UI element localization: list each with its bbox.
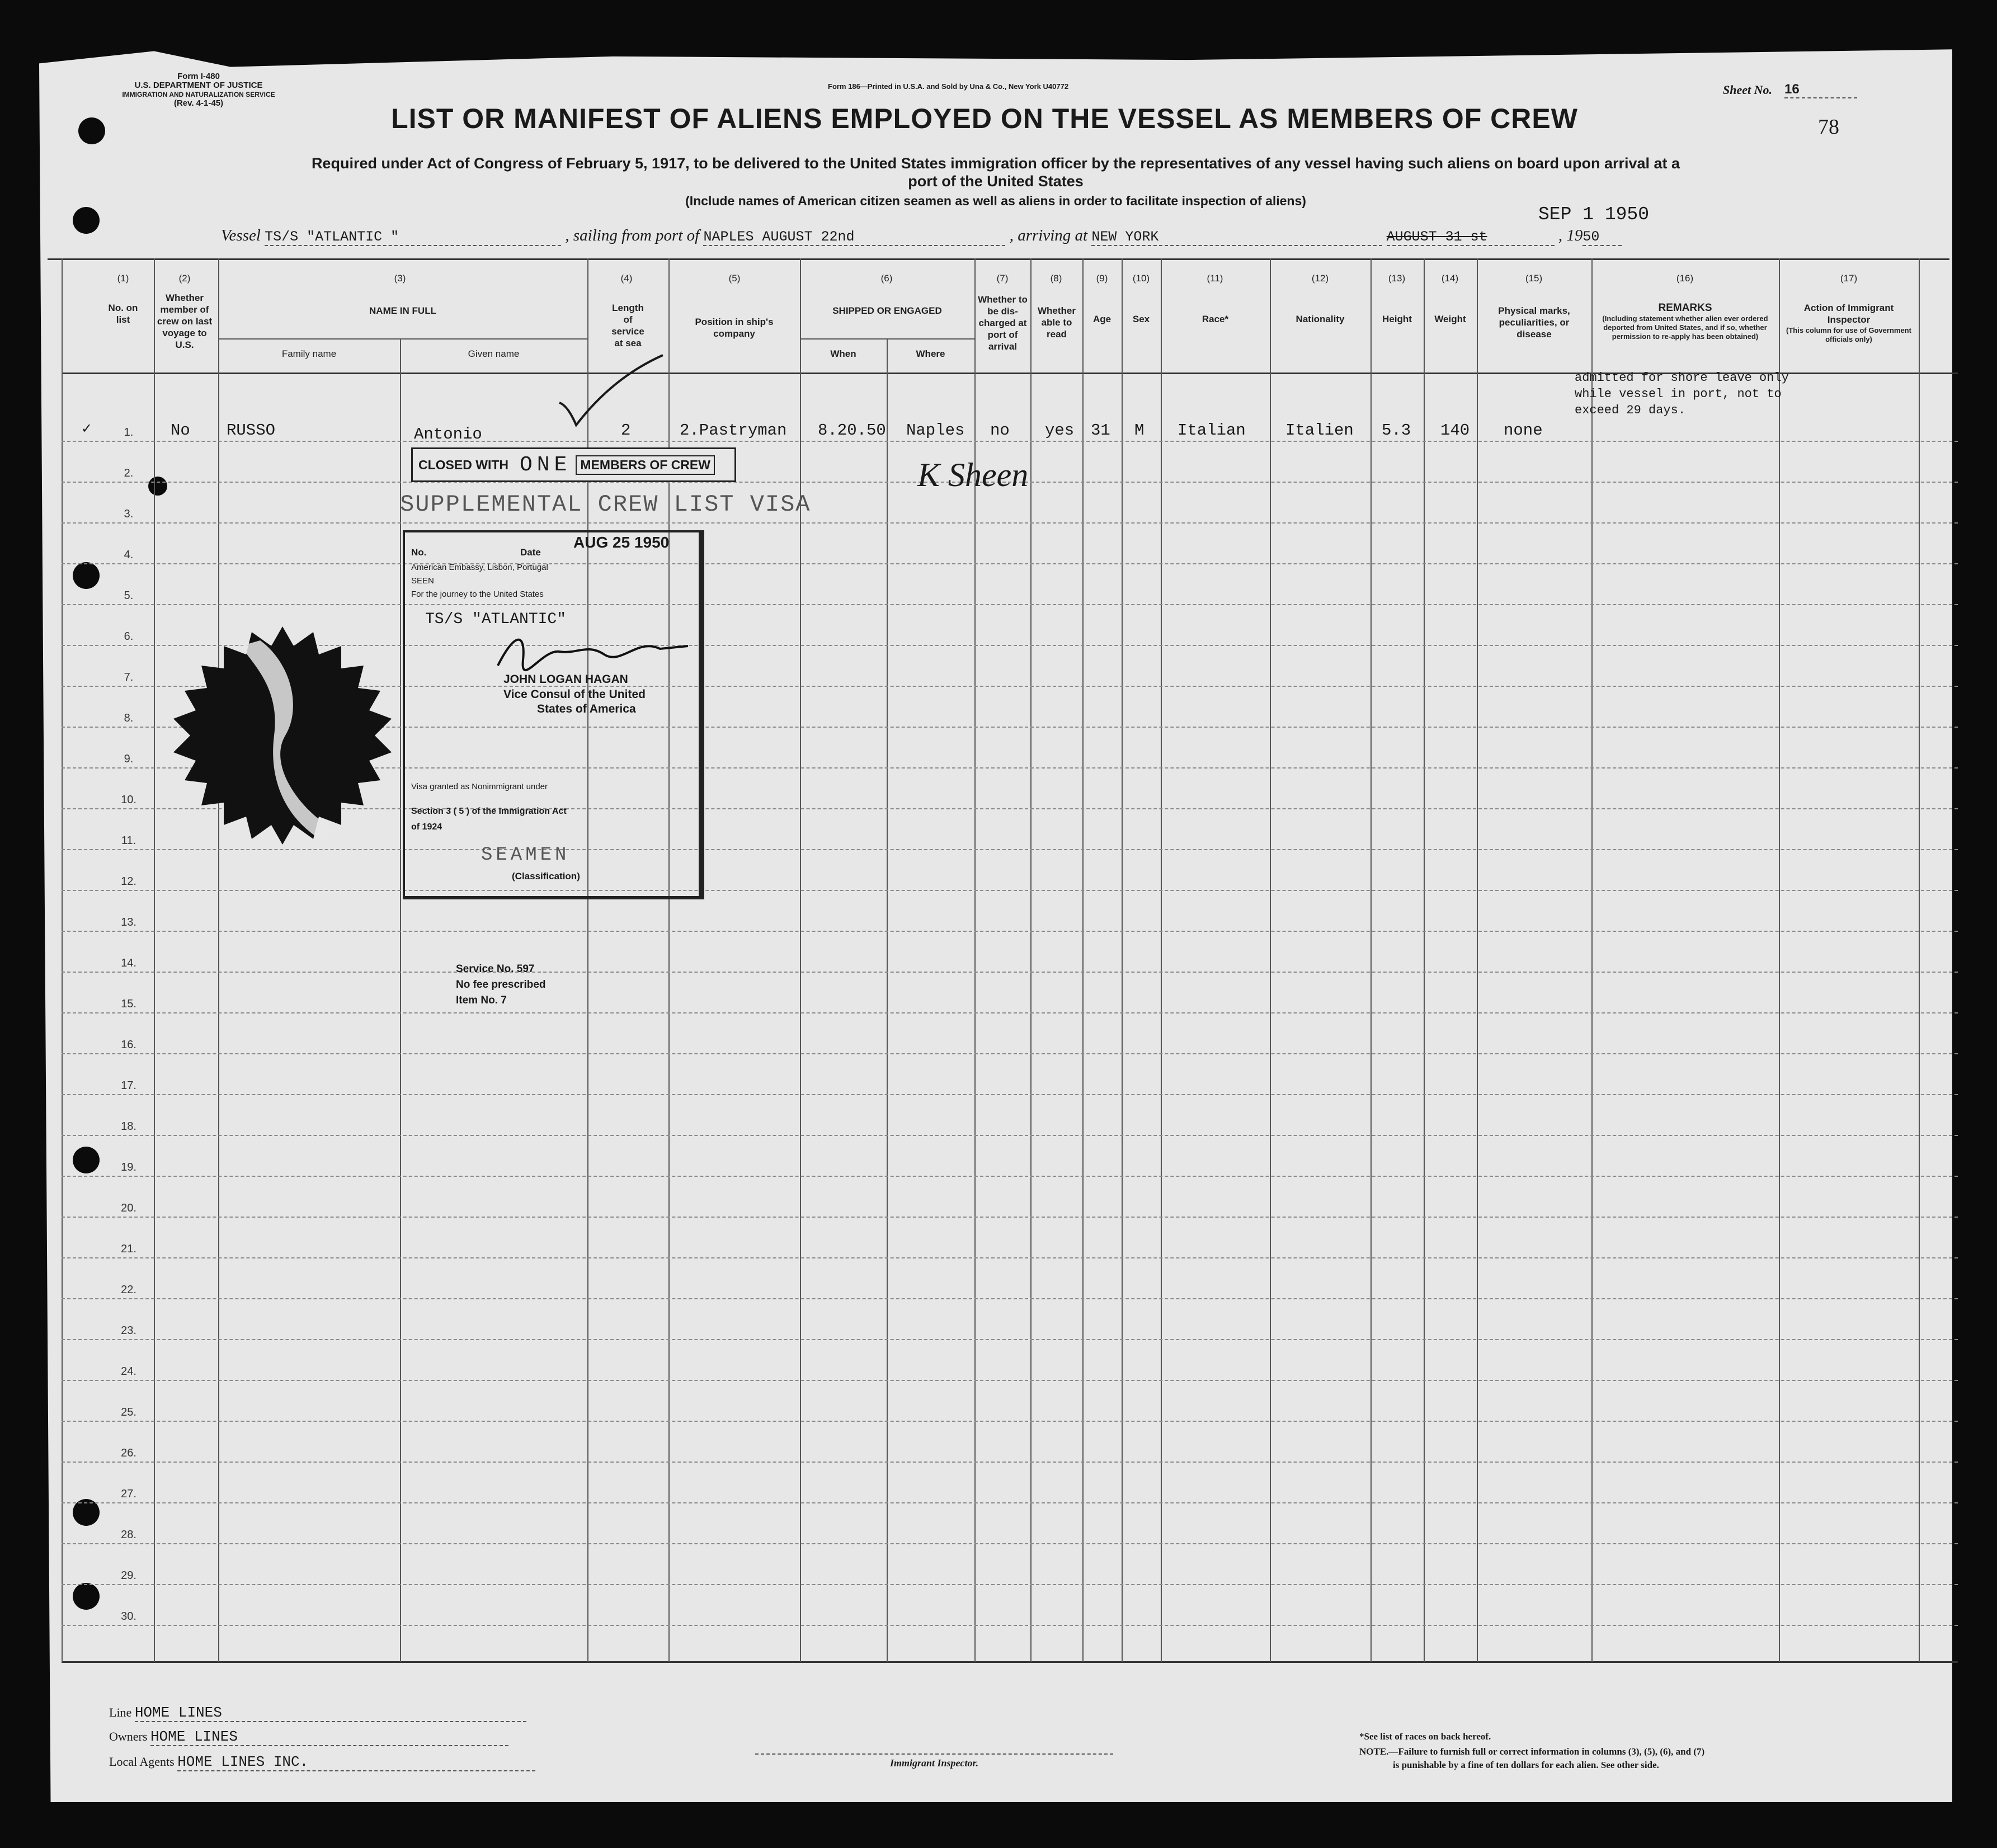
punch-hole xyxy=(73,562,100,589)
table-bottom-rule xyxy=(62,1661,1958,1663)
col-head-where: Where xyxy=(916,348,945,359)
row-rule xyxy=(62,1380,1958,1381)
row-number: 23. xyxy=(121,1324,136,1337)
cell-service-length: 2 xyxy=(621,421,631,440)
form-revision: (Rev. 4-1-45) xyxy=(173,98,224,108)
cell-family-name: RUSSO xyxy=(227,421,276,440)
row-rule xyxy=(62,1298,1958,1299)
col-head-17: Action of Immigrant Inspector xyxy=(1803,303,1894,325)
row-number: 26. xyxy=(121,1447,136,1459)
inspector-label: Immigrant Inspector. xyxy=(889,1757,979,1769)
visa-section-2: Section 3 ( 5 ) of the Immigration Act xyxy=(411,807,567,816)
col-divider xyxy=(1122,258,1123,1662)
row-number: 17. xyxy=(121,1079,136,1092)
col-divider xyxy=(1424,258,1425,1662)
row-number: 8. xyxy=(124,712,134,724)
col-num-6: (6) xyxy=(880,273,893,284)
penalty-note-1: NOTE.—Failure to furnish full or correct information in columns (3), (5), (6), and (7) xyxy=(1359,1746,1705,1757)
page-number: 78 xyxy=(1818,115,1839,139)
col-head-17-note: (This column for use of Government officials only) xyxy=(1786,326,1911,343)
cell-remarks-3: exceed 29 days. xyxy=(1575,403,1686,417)
col-head-4: Length of service at sea xyxy=(611,303,644,348)
col-num-2: (2) xyxy=(178,273,191,284)
col-head-12: Nationality xyxy=(1296,314,1345,324)
owners-label: Owners xyxy=(109,1729,148,1743)
row-number: 9. xyxy=(124,753,134,765)
row-number: 10. xyxy=(121,794,136,806)
row-checkmark: ✓ xyxy=(81,421,93,436)
page-title: LIST OR MANIFEST OF ALIENS EMPLOYED ON THE VESSEL AS MEMBERS OF CREW xyxy=(391,103,1578,134)
punch-hole xyxy=(73,1147,100,1173)
row-number: 29. xyxy=(121,1569,136,1582)
col-head-when: When xyxy=(830,348,856,359)
col-head-3: NAME IN FULL xyxy=(369,305,436,316)
sheet-label: Sheet No. xyxy=(1723,83,1772,97)
col-num-4: (4) xyxy=(620,273,633,284)
sailing-label: , sailing from port of xyxy=(565,227,700,244)
received-date-stamp: SEP 1 1950 xyxy=(1538,204,1650,225)
service-name: IMMIGRATION AND NATURALIZATION SERVICE xyxy=(122,91,275,98)
col-divider xyxy=(1919,258,1920,1662)
row-number: 7. xyxy=(124,671,134,683)
row-rule xyxy=(62,604,1958,605)
no-fee-prescribed: No fee prescribed xyxy=(456,979,546,991)
arrival-date: AUGUST 31 st xyxy=(1387,229,1555,246)
visa-vessel: TS/S "ATLANTIC" xyxy=(425,611,567,628)
table-top-rule xyxy=(48,258,1949,260)
col-num-9: (9) xyxy=(1096,273,1108,284)
row-rule xyxy=(62,1584,1958,1585)
row-number: 15. xyxy=(121,998,136,1010)
visa-no-label: No. xyxy=(411,547,427,558)
col-head-given-name: Given name xyxy=(468,348,520,359)
col-num-12: (12) xyxy=(1311,273,1329,284)
arriving-label: , arriving at xyxy=(1009,227,1088,244)
col-num-13: (13) xyxy=(1388,273,1406,284)
sheet-number: 16 xyxy=(1784,82,1857,98)
sailing-from: NAPLES AUGUST 22nd xyxy=(703,229,1005,246)
row-rule xyxy=(62,931,1958,932)
agents-value: HOME LINES INC. xyxy=(177,1753,535,1771)
row-rule xyxy=(62,1176,1958,1177)
line-value: HOME LINES xyxy=(135,1704,526,1722)
col-head-8: Whether able to read xyxy=(1038,305,1076,340)
row-rule xyxy=(62,1053,1958,1054)
visa-section-3: of 1924 xyxy=(411,822,442,832)
printer-line: Form 186—Printed in U.S.A. and Sold by Una & Co., New York U40772 xyxy=(828,82,1069,91)
col-num-7: (7) xyxy=(996,273,1009,284)
visa-journey: For the journey to the United States xyxy=(411,590,544,599)
row-rule xyxy=(62,1012,1958,1013)
visa-embassy: American Embassy, Lisbon, Portugal xyxy=(411,563,548,572)
consul-title-1: Vice Consul of the United xyxy=(503,688,646,701)
row-rule xyxy=(62,563,1958,564)
cell-weight: 140 xyxy=(1440,421,1470,440)
row-number: 13. xyxy=(121,916,136,928)
row-number: 25. xyxy=(121,1406,136,1418)
row-number: 3. xyxy=(124,508,134,520)
col-num-17: (17) xyxy=(1840,273,1858,284)
inspector-signature-line xyxy=(755,1753,1113,1755)
row-rule xyxy=(62,1135,1958,1136)
col-num-11: (11) xyxy=(1207,273,1223,284)
punch-hole xyxy=(148,477,167,496)
col-num-16: (16) xyxy=(1676,273,1694,284)
col-divider xyxy=(1370,258,1372,1662)
row-rule xyxy=(62,1462,1958,1463)
inspector-initials: K Sheen xyxy=(917,456,1029,493)
form-number: Form I-480 xyxy=(177,72,220,81)
row-number: 16. xyxy=(121,1039,136,1051)
col-head-13: Height xyxy=(1382,314,1412,324)
row-number: 4. xyxy=(124,549,134,561)
footer-owners xyxy=(109,1728,508,1746)
visa-classification-label: (Classification) xyxy=(512,871,580,881)
col-divider xyxy=(218,258,219,1662)
cell-remarks-1: admitted for shore leave only xyxy=(1575,371,1789,385)
owners-value: HOME LINES xyxy=(150,1728,508,1746)
cell-nationality: Italien xyxy=(1285,421,1354,440)
col-divider xyxy=(154,258,155,1662)
col-num-15: (15) xyxy=(1525,273,1543,284)
col-num-10: (10) xyxy=(1132,273,1150,284)
row-number: 2. xyxy=(124,467,134,479)
col-head-family-name: Family name xyxy=(281,348,337,359)
punch-hole xyxy=(73,207,100,234)
col-head-11: Race* xyxy=(1202,314,1229,324)
col-head-2: Whether member of crew on last voyage to U.S. xyxy=(157,293,213,350)
row-rule xyxy=(62,1502,1958,1503)
cell-when: 8.20.50 xyxy=(818,421,886,440)
penalty-note-2: is punishable by a fine of ten dollars for each alien. See other side. xyxy=(1393,1760,1659,1770)
col-divider xyxy=(1591,258,1593,1662)
col-head-16: REMARKS xyxy=(1658,302,1712,314)
col-head-14: Weight xyxy=(1434,314,1466,324)
cell-last-voyage: No xyxy=(171,421,190,440)
subtitle-line-2: port of the United States xyxy=(908,173,1084,190)
row-rule xyxy=(62,1625,1958,1626)
visa-classification-value: SEAMEN xyxy=(481,845,570,866)
consul-title-2: States of America xyxy=(537,703,636,715)
closed-suffix: MEMBERS OF CREW xyxy=(576,455,715,475)
subtitle-line-1: Required under Act of Congress of February 5, 1917, to be delivered to the United States immigration officer by the representatives of any vessel having such aliens on board upon arrival at a xyxy=(311,155,1680,172)
consul-signature-icon xyxy=(492,626,694,677)
year-prefix: , 19 xyxy=(1558,227,1583,244)
row-rule xyxy=(62,441,1958,442)
department: U.S. DEPARTMENT OF JUSTICE xyxy=(134,81,263,90)
row-rule xyxy=(62,849,1958,850)
col-divider xyxy=(1270,258,1271,1662)
col-num-14: (14) xyxy=(1441,273,1459,284)
row-number: 6. xyxy=(124,630,134,643)
row-rule xyxy=(62,890,1958,891)
col-head-6: SHIPPED OR ENGAGED xyxy=(832,305,942,316)
row-rule xyxy=(62,1421,1958,1422)
footer-agents xyxy=(109,1753,535,1771)
col-divider xyxy=(62,258,63,1662)
footer-line xyxy=(109,1704,526,1722)
service-number: Service No. 597 xyxy=(456,963,535,975)
cell-age: 31 xyxy=(1091,421,1110,440)
visa-section-1: Visa granted as Nonimmigrant under xyxy=(411,782,548,791)
cell-read: yes xyxy=(1045,421,1075,440)
check-mark-icon xyxy=(557,350,668,433)
row-number: 14. xyxy=(121,957,136,969)
row-rule xyxy=(62,1094,1958,1095)
col-num-1: (1) xyxy=(117,273,129,284)
cell-marks: none xyxy=(1504,421,1543,440)
cell-height: 5.3 xyxy=(1382,421,1411,440)
supplemental-visa-stamp: SUPPLEMENTAL CREW LIST VISA xyxy=(400,491,811,518)
consul-name: JOHN LOGAN HAGAN xyxy=(503,673,628,686)
col-head-15: Physical marks, peculiarities, or disease xyxy=(1498,305,1570,340)
col-divider xyxy=(1161,258,1162,1662)
row-rule xyxy=(62,1257,1958,1258)
row-rule xyxy=(62,522,1958,524)
row-number: 18. xyxy=(121,1120,136,1133)
col-head-7: Whether to be dis-charged at port of arrival xyxy=(978,294,1028,352)
cell-discharged: no xyxy=(990,421,1010,440)
cell-given-name: Antonio xyxy=(414,425,482,444)
col-head-16-note: (Including statement whether alien ever ordered deported from United States, and if so, whether permission to re-apply has been obtained) xyxy=(1602,314,1768,341)
col-head-9: Age xyxy=(1092,314,1111,324)
col-head-1: No. on list xyxy=(108,303,138,325)
col-num-8: (8) xyxy=(1050,273,1062,284)
cell-position: 2.Pastryman xyxy=(680,421,787,440)
row-rule xyxy=(62,972,1958,973)
cell-where: Naples xyxy=(906,421,965,440)
col-divider xyxy=(1477,258,1478,1662)
agents-label: Local Agents xyxy=(109,1755,175,1769)
col-divider xyxy=(1030,258,1032,1662)
subtitle-line-3: (Include names of American citizen seamen as well as aliens in order to facilitate inspection of aliens) xyxy=(685,194,1306,208)
col-divider xyxy=(800,258,801,1662)
races-note: *See list of races on back hereof. xyxy=(1359,1731,1491,1742)
row-rule xyxy=(62,1543,1958,1544)
vessel-label: Vessel xyxy=(221,227,261,244)
item-number: Item No. 7 xyxy=(456,994,507,1006)
row-rule xyxy=(62,1217,1958,1218)
punch-hole xyxy=(78,117,105,144)
col-head-10: Sex xyxy=(1132,314,1150,324)
embossed-seal-icon xyxy=(157,624,408,847)
name-subhead-rule xyxy=(218,338,587,340)
closed-with-stamp xyxy=(411,447,736,482)
cell-sex: M xyxy=(1134,421,1144,440)
vessel-name: TS/S "ATLANTIC " xyxy=(265,229,561,246)
col-num-5: (5) xyxy=(728,273,741,284)
row-number: 1. xyxy=(124,426,134,439)
closed-count: ONE xyxy=(520,452,572,477)
cell-remarks-2: while vessel in port, not to xyxy=(1575,387,1782,401)
row-number: 24. xyxy=(121,1365,136,1378)
row-number: 21. xyxy=(121,1243,136,1255)
col-divider xyxy=(400,338,401,1662)
col-divider xyxy=(1082,258,1084,1662)
row-number: 19. xyxy=(121,1161,136,1173)
row-number: 28. xyxy=(121,1529,136,1541)
row-number: 27. xyxy=(121,1488,136,1500)
col-divider xyxy=(1779,258,1780,1662)
visa-seen: SEEN xyxy=(411,576,434,586)
vessel-line xyxy=(221,227,1787,246)
year: 50 xyxy=(1582,229,1622,246)
visa-date: AUG 25 1950 xyxy=(573,534,670,551)
row-number: 20. xyxy=(121,1202,136,1214)
closed-prefix: CLOSED WITH xyxy=(418,457,508,472)
col-num-3: (3) xyxy=(394,273,406,284)
col-divider xyxy=(887,338,888,1662)
arriving-at: NEW YORK xyxy=(1091,229,1382,246)
punch-hole xyxy=(73,1583,100,1610)
row-number: 5. xyxy=(124,590,134,602)
cell-race: Italian xyxy=(1178,421,1246,440)
line-label: Line xyxy=(109,1705,132,1719)
row-number: 30. xyxy=(121,1610,136,1623)
col-head-5: Position in ship's company xyxy=(695,317,774,339)
visa-date-label: Date xyxy=(520,547,541,558)
row-number: 11. xyxy=(121,835,136,847)
row-number: 22. xyxy=(121,1284,136,1296)
row-number: 12. xyxy=(121,875,136,888)
row-rule xyxy=(62,1339,1958,1340)
